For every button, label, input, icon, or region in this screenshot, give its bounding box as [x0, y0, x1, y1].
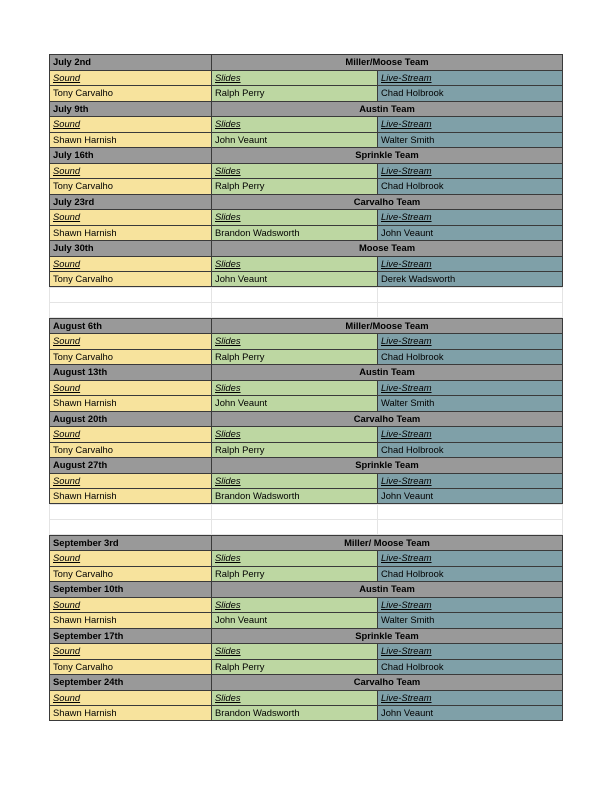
empty-cell[interactable]	[49, 519, 211, 535]
slides-person[interactable]: Ralph Perry	[211, 178, 377, 194]
slides-person[interactable]: John Veaunt	[211, 132, 377, 148]
role-label-row	[49, 473, 563, 489]
empty-row	[49, 302, 563, 318]
week-header-row	[49, 318, 563, 334]
slides-person[interactable]: Ralph Perry	[211, 442, 377, 458]
livestream-label[interactable]: Live-Stream	[377, 380, 563, 396]
assignment-row	[49, 488, 563, 504]
week-date[interactable]: August 20th	[49, 411, 211, 427]
week-header-row	[49, 240, 563, 256]
livestream-label[interactable]: Live-Stream	[377, 426, 563, 442]
week-date[interactable]: September 10th	[49, 581, 211, 597]
sound-label[interactable]: Sound	[49, 116, 211, 132]
empty-cell[interactable]	[377, 302, 563, 318]
slides-label[interactable]: Slides	[211, 380, 377, 396]
empty-row	[49, 287, 563, 303]
week-team[interactable]: Sprinkle Team	[211, 628, 563, 644]
slides-person[interactable]: John Veaunt	[211, 612, 377, 628]
slides-label[interactable]: Slides	[211, 256, 377, 272]
sound-person[interactable]: Shawn Harnish	[49, 612, 211, 628]
slides-person[interactable]: Brandon Wadsworth	[211, 225, 377, 241]
sound-person[interactable]: Tony Carvalho	[49, 178, 211, 194]
role-label-row	[49, 163, 563, 179]
assignment-row	[49, 659, 563, 675]
livestream-person[interactable]: Chad Holbrook	[377, 566, 563, 582]
slides-label[interactable]: Slides	[211, 643, 377, 659]
assignment-row	[49, 612, 563, 628]
week-date[interactable]: September 17th	[49, 628, 211, 644]
role-label-row	[49, 643, 563, 659]
livestream-label[interactable]: Live-Stream	[377, 70, 563, 86]
month-block	[49, 318, 563, 504]
week-team[interactable]: Austin Team	[211, 101, 563, 117]
livestream-label[interactable]: Live-Stream	[377, 116, 563, 132]
livestream-person[interactable]: Walter Smith	[377, 612, 563, 628]
slides-label[interactable]: Slides	[211, 426, 377, 442]
assignment-row	[49, 178, 563, 194]
assignment-row	[49, 271, 563, 287]
empty-cell[interactable]	[211, 287, 377, 303]
week-team[interactable]: Carvalho Team	[211, 411, 563, 427]
empty-cell[interactable]	[49, 302, 211, 318]
week-team[interactable]: Miller/Moose Team	[211, 54, 563, 70]
week-header-row	[49, 628, 563, 644]
role-label-row	[49, 256, 563, 272]
sound-person[interactable]: Tony Carvalho	[49, 85, 211, 101]
assignment-row	[49, 85, 563, 101]
livestream-label[interactable]: Live-Stream	[377, 473, 563, 489]
week-team[interactable]: Sprinkle Team	[211, 457, 563, 473]
week-team[interactable]: Miller/Moose Team	[211, 318, 563, 334]
slides-person[interactable]: John Veaunt	[211, 271, 377, 287]
empty-cell[interactable]	[377, 519, 563, 535]
livestream-person[interactable]: Chad Holbrook	[377, 85, 563, 101]
sound-person[interactable]: Shawn Harnish	[49, 132, 211, 148]
livestream-label[interactable]: Live-Stream	[377, 163, 563, 179]
slides-label[interactable]: Slides	[211, 597, 377, 613]
role-label-row	[49, 426, 563, 442]
week-team[interactable]: Austin Team	[211, 364, 563, 380]
role-label-row	[49, 597, 563, 613]
sound-person[interactable]: Tony Carvalho	[49, 442, 211, 458]
week-date[interactable]: July 16th	[49, 147, 211, 163]
sound-label[interactable]: Sound	[49, 550, 211, 566]
week-date[interactable]: September 24th	[49, 674, 211, 690]
livestream-label[interactable]: Live-Stream	[377, 643, 563, 659]
week-date[interactable]: July 2nd	[49, 54, 211, 70]
livestream-person[interactable]: Chad Holbrook	[377, 178, 563, 194]
empty-cell[interactable]	[377, 287, 563, 303]
role-label-row	[49, 116, 563, 132]
livestream-person[interactable]: Walter Smith	[377, 395, 563, 411]
sound-person[interactable]: Tony Carvalho	[49, 271, 211, 287]
assignment-row	[49, 442, 563, 458]
livestream-person[interactable]: Chad Holbrook	[377, 349, 563, 365]
slides-person[interactable]: Ralph Perry	[211, 566, 377, 582]
assignment-row	[49, 566, 563, 582]
slides-label[interactable]: Slides	[211, 70, 377, 86]
week-date[interactable]: August 13th	[49, 364, 211, 380]
role-label-row	[49, 333, 563, 349]
week-header-row	[49, 194, 563, 210]
sound-label[interactable]: Sound	[49, 643, 211, 659]
month-block	[49, 535, 563, 721]
week-header-row	[49, 54, 563, 70]
slides-label[interactable]: Slides	[211, 163, 377, 179]
empty-cell[interactable]	[49, 287, 211, 303]
sound-person[interactable]: Shawn Harnish	[49, 488, 211, 504]
sound-label[interactable]: Sound	[49, 690, 211, 706]
role-label-row	[49, 550, 563, 566]
sound-label[interactable]: Sound	[49, 473, 211, 489]
week-header-row	[49, 457, 563, 473]
assignment-row	[49, 349, 563, 365]
empty-cell[interactable]	[377, 504, 563, 520]
sound-person[interactable]: Shawn Harnish	[49, 395, 211, 411]
livestream-label[interactable]: Live-Stream	[377, 333, 563, 349]
livestream-label[interactable]: Live-Stream	[377, 597, 563, 613]
slides-label[interactable]: Slides	[211, 473, 377, 489]
livestream-label[interactable]: Live-Stream	[377, 690, 563, 706]
livestream-label[interactable]: Live-Stream	[377, 256, 563, 272]
livestream-label[interactable]: Live-Stream	[377, 550, 563, 566]
assignment-row	[49, 132, 563, 148]
livestream-person[interactable]: Derek Wadsworth	[377, 271, 563, 287]
slides-person[interactable]: Brandon Wadsworth	[211, 705, 377, 721]
schedule-sheet	[49, 54, 563, 721]
slides-person[interactable]: Ralph Perry	[211, 659, 377, 675]
week-team[interactable]: Carvalho Team	[211, 674, 563, 690]
week-date[interactable]: August 6th	[49, 318, 211, 334]
week-team[interactable]: Austin Team	[211, 581, 563, 597]
week-team[interactable]: Miller/ Moose Team	[211, 535, 563, 551]
slides-label[interactable]: Slides	[211, 690, 377, 706]
empty-cell[interactable]	[211, 302, 377, 318]
sound-label[interactable]: Sound	[49, 163, 211, 179]
assignment-row	[49, 705, 563, 721]
empty-row	[49, 504, 563, 520]
livestream-person[interactable]: John Veaunt	[377, 225, 563, 241]
slides-person[interactable]: Brandon Wadsworth	[211, 488, 377, 504]
role-label-row	[49, 209, 563, 225]
role-label-row	[49, 70, 563, 86]
week-team[interactable]: Carvalho Team	[211, 194, 563, 210]
week-header-row	[49, 581, 563, 597]
slides-label[interactable]: Slides	[211, 333, 377, 349]
livestream-person[interactable]: Chad Holbrook	[377, 659, 563, 675]
slides-person[interactable]: Ralph Perry	[211, 349, 377, 365]
week-header-row	[49, 535, 563, 551]
week-header-row	[49, 411, 563, 427]
week-date[interactable]: July 30th	[49, 240, 211, 256]
month-block	[49, 54, 563, 287]
empty-cell[interactable]	[49, 504, 211, 520]
slides-person[interactable]: John Veaunt	[211, 395, 377, 411]
sound-person[interactable]: Shawn Harnish	[49, 225, 211, 241]
week-team[interactable]: Moose Team	[211, 240, 563, 256]
sound-label[interactable]: Sound	[49, 256, 211, 272]
assignment-row	[49, 395, 563, 411]
sound-label[interactable]: Sound	[49, 426, 211, 442]
week-header-row	[49, 147, 563, 163]
week-date[interactable]: July 9th	[49, 101, 211, 117]
sound-label[interactable]: Sound	[49, 333, 211, 349]
role-label-row	[49, 380, 563, 396]
assignment-row	[49, 225, 563, 241]
livestream-person[interactable]: Walter Smith	[377, 132, 563, 148]
sound-label[interactable]: Sound	[49, 209, 211, 225]
slides-label[interactable]: Slides	[211, 116, 377, 132]
role-label-row	[49, 690, 563, 706]
slides-person[interactable]: Ralph Perry	[211, 85, 377, 101]
sound-label[interactable]: Sound	[49, 597, 211, 613]
livestream-person[interactable]: John Veaunt	[377, 705, 563, 721]
week-date[interactable]: August 27th	[49, 457, 211, 473]
slides-label[interactable]: Slides	[211, 209, 377, 225]
livestream-label[interactable]: Live-Stream	[377, 209, 563, 225]
sound-person[interactable]: Tony Carvalho	[49, 349, 211, 365]
week-team[interactable]: Sprinkle Team	[211, 147, 563, 163]
week-header-row	[49, 364, 563, 380]
livestream-person[interactable]: Chad Holbrook	[377, 442, 563, 458]
sound-person[interactable]: Tony Carvalho	[49, 659, 211, 675]
slides-label[interactable]: Slides	[211, 550, 377, 566]
sound-label[interactable]: Sound	[49, 70, 211, 86]
week-header-row	[49, 674, 563, 690]
livestream-person[interactable]: John Veaunt	[377, 488, 563, 504]
week-header-row	[49, 101, 563, 117]
week-date[interactable]: September 3rd	[49, 535, 211, 551]
empty-cell[interactable]	[211, 504, 377, 520]
sound-label[interactable]: Sound	[49, 380, 211, 396]
empty-cell[interactable]	[211, 519, 377, 535]
week-date[interactable]: July 23rd	[49, 194, 211, 210]
sound-person[interactable]: Tony Carvalho	[49, 566, 211, 582]
empty-row	[49, 519, 563, 535]
sound-person[interactable]: Shawn Harnish	[49, 705, 211, 721]
